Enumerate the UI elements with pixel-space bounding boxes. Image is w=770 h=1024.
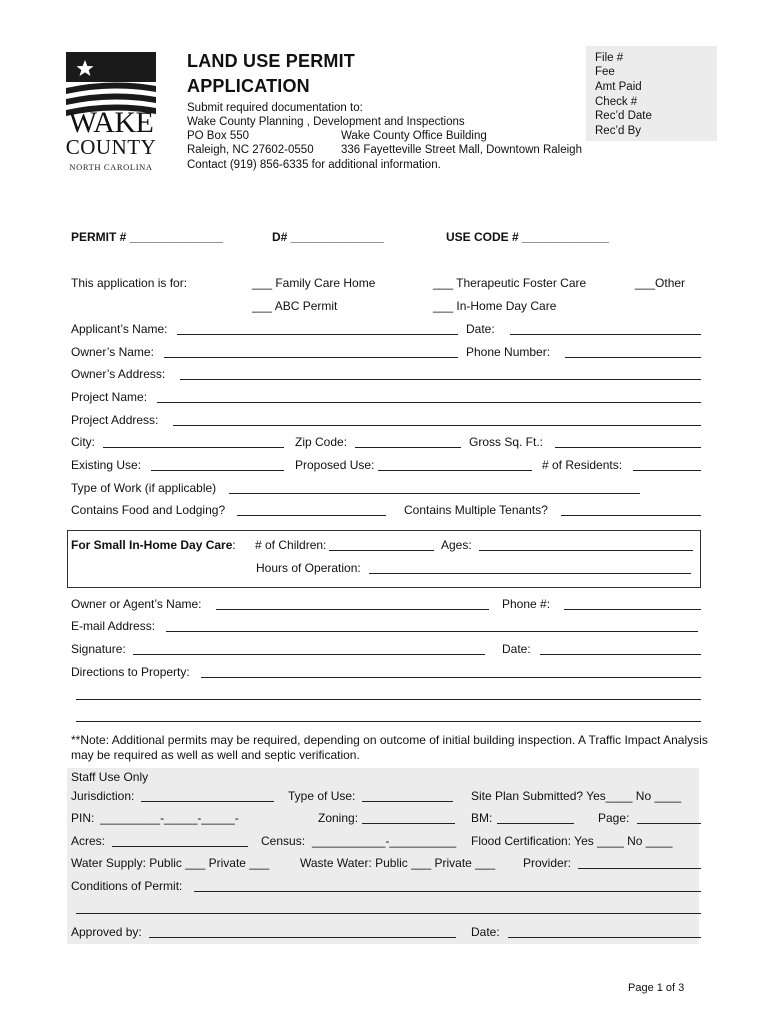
zoning-label: Zoning: <box>318 811 359 825</box>
existing-use-label: Existing Use: <box>71 458 142 472</box>
submit-building: Wake County Office Building <box>341 130 487 142</box>
jurisdiction-field[interactable] <box>141 801 274 802</box>
proposed-use-field[interactable] <box>378 470 532 471</box>
approved-by-label: Approved by: <box>71 925 142 939</box>
zip-code-field[interactable] <box>355 447 461 448</box>
provider-label: Provider: <box>523 856 572 870</box>
project-name-label: Project Name: <box>71 390 148 404</box>
city-label: City: <box>71 435 95 449</box>
approved-date-label: Date: <box>471 925 500 939</box>
children-field[interactable] <box>329 550 434 551</box>
proposed-use-label: Proposed Use: <box>295 458 375 472</box>
census-label: Census: <box>261 834 306 848</box>
use-code-field[interactable]: USE CODE # _____________ <box>446 230 609 244</box>
zoning-field[interactable] <box>362 823 455 824</box>
type-of-work-label: Type of Work (if applicable) <box>71 481 217 495</box>
project-name-field[interactable] <box>157 402 701 403</box>
city-field[interactable] <box>103 447 284 448</box>
hours-of-operation-field[interactable] <box>369 573 691 574</box>
submit-city: Raleigh, NC 27602-0550 <box>187 144 314 156</box>
owner-address-field[interactable] <box>180 379 701 380</box>
wake-county-logo <box>64 52 158 176</box>
existing-use-field[interactable] <box>151 470 284 471</box>
approved-date-field[interactable] <box>508 937 701 938</box>
option-other[interactable]: ___Other <box>635 276 686 290</box>
approved-by-field[interactable] <box>149 937 456 938</box>
hours-of-operation-label: Hours of Operation: <box>256 561 361 575</box>
agent-phone-label: Phone #: <box>502 597 551 611</box>
phone-number-field[interactable] <box>565 357 701 358</box>
food-lodging-label: Contains Food and Lodging? <box>71 503 226 517</box>
flood-certification-field[interactable]: Flood Certification: Yes ____ No ____ <box>471 834 673 848</box>
phone-number-label: Phone Number: <box>466 345 551 359</box>
acres-label: Acres: <box>71 834 106 848</box>
file-number-label: File # <box>595 52 624 64</box>
signature-label: Signature: <box>71 642 126 656</box>
additional-permits-note: **Note: Additional permits may be required, depending on outcome of initial building inspection. A Traffic Impact Analysis may be required as well as well and septic verification. <box>71 733 708 762</box>
application-for-label: This application is for: <box>71 276 188 290</box>
signature-field[interactable] <box>133 654 485 655</box>
bm-label: BM: <box>471 811 493 825</box>
date-label: Date: <box>466 322 495 336</box>
food-lodging-field[interactable] <box>237 515 386 516</box>
submit-po-box: PO Box 550 <box>187 130 250 142</box>
option-in-home-day-care[interactable]: ___ In-Home Day Care <box>433 299 557 313</box>
option-abc-permit[interactable]: ___ ABC Permit <box>252 299 338 313</box>
day-care-heading: For Small In-Home Day Care: <box>71 538 236 552</box>
multiple-tenants-label: Contains Multiple Tenants? <box>404 503 548 517</box>
logo-county: COUNTY <box>65 135 157 159</box>
agent-phone-field[interactable] <box>564 609 701 610</box>
email-label: E-mail Address: <box>71 619 156 633</box>
staff-use-heading: Staff Use Only <box>71 770 149 784</box>
agent-date-label: Date: <box>502 642 531 656</box>
residents-label: # of Residents: <box>542 458 623 472</box>
project-address-field[interactable] <box>173 425 701 426</box>
ages-field[interactable] <box>479 550 693 551</box>
site-plan-submitted-field[interactable]: Site Plan Submitted? Yes____ No ____ <box>471 789 682 803</box>
gross-sqft-field[interactable] <box>555 447 701 448</box>
email-field[interactable] <box>166 631 698 632</box>
page-field[interactable] <box>637 823 701 824</box>
title-line-1: LAND USE PERMIT <box>187 51 356 71</box>
check-number-label: Check # <box>595 96 638 108</box>
owner-agent-name-label: Owner or Agent’s Name: <box>71 597 202 611</box>
directions-field-line-2[interactable] <box>76 699 701 700</box>
recd-date-label: Rec’d Date <box>595 110 652 122</box>
owner-address-label: Owner’s Address: <box>71 367 166 381</box>
directions-field-line-1[interactable] <box>201 677 701 678</box>
multiple-tenants-field[interactable] <box>561 515 701 516</box>
conditions-field-line-1[interactable] <box>194 891 701 892</box>
ages-label: Ages: <box>441 538 472 552</box>
title-line-2: APPLICATION <box>187 76 310 96</box>
fee-label: Fee <box>595 66 615 78</box>
form-title <box>187 49 355 98</box>
type-of-use-label: Type of Use: <box>288 789 356 803</box>
submit-contact: Contact (919) 856-6335 for additional information. <box>187 159 441 171</box>
submit-heading: Submit required documentation to: <box>187 102 363 114</box>
jurisdiction-label: Jurisdiction: <box>71 789 135 803</box>
date-field[interactable] <box>510 334 701 335</box>
office-use-box <box>586 46 717 141</box>
submit-department: Wake County Planning , Development and Inspections <box>187 116 465 128</box>
d-number-field[interactable]: D# ______________ <box>272 230 385 244</box>
type-of-work-field[interactable] <box>229 493 640 494</box>
amt-paid-label: Amt Paid <box>595 81 642 93</box>
residents-field[interactable] <box>633 470 701 471</box>
conditions-field-line-2[interactable] <box>76 913 701 914</box>
pin-label: PIN: <box>71 811 95 825</box>
waste-water-field[interactable]: Waste Water: Public ___ Private ___ <box>300 856 496 870</box>
gross-sqft-label: Gross Sq. Ft.: <box>469 435 544 449</box>
logo-wake: WAKE <box>68 106 154 139</box>
submit-street: 336 Fayetteville Street Mall, Downtown Raleigh <box>341 144 582 156</box>
page-number: Page 1 of 3 <box>628 982 685 994</box>
permit-number-field[interactable]: PERMIT # ______________ <box>71 230 224 244</box>
owner-name-field[interactable] <box>164 357 458 358</box>
project-address-label: Project Address: <box>71 413 159 427</box>
logo-state: NORTH CAROLINA <box>69 162 153 172</box>
page-label: Page: <box>598 811 630 825</box>
directions-label: Directions to Property: <box>71 665 190 679</box>
agent-date-field[interactable] <box>540 654 701 655</box>
applicant-name-field[interactable] <box>177 334 458 335</box>
owner-agent-name-field[interactable] <box>216 609 489 610</box>
zip-code-label: Zip Code: <box>295 435 348 449</box>
pin-field[interactable]: _________-_____-_____- <box>100 811 239 825</box>
water-supply-field[interactable]: Water Supply: Public ___ Private ___ <box>71 856 270 870</box>
option-family-care-home[interactable]: ___ Family Care Home <box>252 276 376 290</box>
type-of-use-field[interactable] <box>362 801 453 802</box>
bm-field[interactable] <box>497 823 574 824</box>
children-label: # of Children: <box>255 538 327 552</box>
directions-field-line-3[interactable] <box>76 721 701 722</box>
option-therapeutic-foster-care[interactable]: ___ Therapeutic Foster Care <box>433 276 587 290</box>
applicant-name-label: Applicant’s Name: <box>71 322 168 336</box>
census-field[interactable]: ___________-__________ <box>312 834 457 848</box>
provider-field[interactable] <box>578 868 701 869</box>
recd-by-label: Rec’d By <box>595 125 642 137</box>
owner-name-label: Owner’s Name: <box>71 345 154 359</box>
acres-field[interactable] <box>112 846 248 847</box>
conditions-label: Conditions of Permit: <box>71 879 183 893</box>
